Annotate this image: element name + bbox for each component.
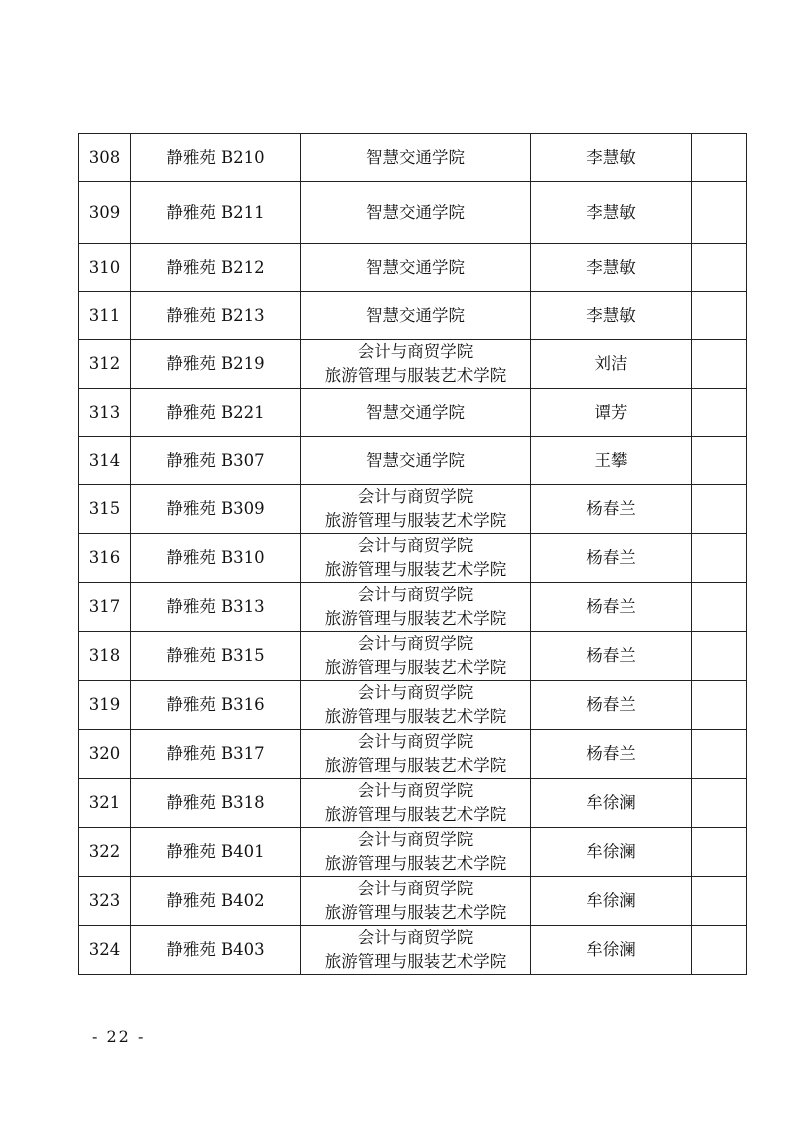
note-cell xyxy=(692,389,747,437)
college-name: 会计与商贸学院 xyxy=(357,683,474,702)
college-cell xyxy=(301,828,531,877)
note-cell xyxy=(692,779,747,828)
row-number-cell: 320 xyxy=(79,730,131,779)
college-name: 智慧交通学院 xyxy=(366,450,465,470)
row-number-cell: 312 xyxy=(79,340,131,389)
row-number-cell: 310 xyxy=(79,244,131,292)
page-number: - 22 - xyxy=(92,1027,146,1046)
table-row xyxy=(79,779,747,828)
row-number-cell: 324 xyxy=(79,926,131,975)
room-cell: 静雅苑 B313 xyxy=(131,583,301,632)
note-cell xyxy=(692,340,747,389)
row-number-cell: 319 xyxy=(79,681,131,730)
college-name: 会计与商贸学院 xyxy=(357,342,474,361)
room-cell: 静雅苑 B317 xyxy=(131,730,301,779)
room-cell: 静雅苑 B212 xyxy=(131,244,301,292)
college-cell xyxy=(301,134,531,182)
college-name: 旅游管理与服装艺术学院 xyxy=(324,511,507,530)
note-cell xyxy=(692,244,747,292)
room-cell: 静雅苑 B211 xyxy=(131,182,301,244)
note-cell xyxy=(692,182,747,244)
room-cell: 静雅苑 B401 xyxy=(131,828,301,877)
college-cell xyxy=(301,877,531,926)
college-cell xyxy=(301,244,531,292)
room-cell: 静雅苑 B310 xyxy=(131,534,301,583)
college-name: 会计与商贸学院 xyxy=(357,536,474,555)
note-cell xyxy=(692,681,747,730)
college-cell xyxy=(301,182,531,244)
note-cell xyxy=(692,437,747,485)
person-cell: 杨春兰 xyxy=(531,583,692,632)
college-name: 会计与商贸学院 xyxy=(357,928,474,947)
college-name: 旅游管理与服装艺术学院 xyxy=(324,658,507,677)
college-name: 智慧交通学院 xyxy=(366,305,465,325)
room-cell: 静雅苑 B315 xyxy=(131,632,301,681)
person-cell: 刘洁 xyxy=(531,340,692,389)
college-name: 会计与商贸学院 xyxy=(357,830,474,849)
college-name: 智慧交通学院 xyxy=(366,257,465,277)
person-cell: 谭芳 xyxy=(531,389,692,437)
college-name: 旅游管理与服装艺术学院 xyxy=(324,805,507,824)
room-cell: 静雅苑 B213 xyxy=(131,292,301,340)
table-row xyxy=(79,632,747,681)
note-cell xyxy=(692,828,747,877)
room-cell: 静雅苑 B318 xyxy=(131,779,301,828)
college-cell xyxy=(301,534,531,583)
person-cell: 王攀 xyxy=(531,437,692,485)
college-cell xyxy=(301,292,531,340)
person-cell: 李慧敏 xyxy=(531,244,692,292)
row-number-cell: 313 xyxy=(79,389,131,437)
college-name: 智慧交通学院 xyxy=(366,402,465,422)
note-cell xyxy=(692,134,747,182)
college-name: 会计与商贸学院 xyxy=(357,585,474,604)
table-row xyxy=(79,389,747,437)
college-cell xyxy=(301,779,531,828)
college-name: 旅游管理与服装艺术学院 xyxy=(324,366,507,385)
person-cell: 杨春兰 xyxy=(531,632,692,681)
row-number-cell: 322 xyxy=(79,828,131,877)
college-cell xyxy=(301,583,531,632)
college-name: 旅游管理与服装艺术学院 xyxy=(324,609,507,628)
table-row xyxy=(79,926,747,975)
room-cell: 静雅苑 B221 xyxy=(131,389,301,437)
row-number-cell: 323 xyxy=(79,877,131,926)
note-cell xyxy=(692,534,747,583)
note-cell xyxy=(692,730,747,779)
table-row xyxy=(79,828,747,877)
room-cell: 静雅苑 B316 xyxy=(131,681,301,730)
college-name: 旅游管理与服装艺术学院 xyxy=(324,854,507,873)
college-name: 旅游管理与服装艺术学院 xyxy=(324,756,507,775)
college-name: 会计与商贸学院 xyxy=(357,732,474,751)
person-cell: 杨春兰 xyxy=(531,730,692,779)
person-cell: 牟徐澜 xyxy=(531,779,692,828)
room-cell: 静雅苑 B210 xyxy=(131,134,301,182)
college-name: 会计与商贸学院 xyxy=(357,634,474,653)
college-name: 旅游管理与服装艺术学院 xyxy=(324,560,507,579)
college-cell xyxy=(301,485,531,534)
table-row xyxy=(79,730,747,779)
person-cell: 牟徐澜 xyxy=(531,828,692,877)
person-cell: 杨春兰 xyxy=(531,485,692,534)
note-cell xyxy=(692,292,747,340)
person-cell: 牟徐澜 xyxy=(531,877,692,926)
table-row xyxy=(79,681,747,730)
room-cell: 静雅苑 B403 xyxy=(131,926,301,975)
person-cell: 杨春兰 xyxy=(531,681,692,730)
note-cell xyxy=(692,485,747,534)
college-name: 会计与商贸学院 xyxy=(357,879,474,898)
table-row xyxy=(79,485,747,534)
table-row xyxy=(79,437,747,485)
row-number-cell: 321 xyxy=(79,779,131,828)
table-row xyxy=(79,534,747,583)
row-number-cell: 318 xyxy=(79,632,131,681)
college-cell xyxy=(301,437,531,485)
room-cell: 静雅苑 B402 xyxy=(131,877,301,926)
note-cell xyxy=(692,877,747,926)
note-cell xyxy=(692,632,747,681)
room-cell: 静雅苑 B307 xyxy=(131,437,301,485)
college-name: 会计与商贸学院 xyxy=(357,781,474,800)
college-cell xyxy=(301,632,531,681)
college-cell xyxy=(301,340,531,389)
person-cell: 杨春兰 xyxy=(531,534,692,583)
college-name: 旅游管理与服装艺术学院 xyxy=(324,903,507,922)
college-name: 会计与商贸学院 xyxy=(357,487,474,506)
college-cell xyxy=(301,681,531,730)
college-cell xyxy=(301,389,531,437)
table-row xyxy=(79,340,747,389)
note-cell xyxy=(692,926,747,975)
person-cell: 李慧敏 xyxy=(531,182,692,244)
college-cell xyxy=(301,926,531,975)
row-number-cell: 309 xyxy=(79,182,131,244)
college-name: 旅游管理与服装艺术学院 xyxy=(324,707,507,726)
dormitory-table xyxy=(78,133,747,975)
college-name: 旅游管理与服装艺术学院 xyxy=(324,952,507,971)
table-body xyxy=(79,134,747,975)
note-cell xyxy=(692,583,747,632)
table-row xyxy=(79,134,747,182)
row-number-cell: 316 xyxy=(79,534,131,583)
table-row xyxy=(79,583,747,632)
row-number-cell: 317 xyxy=(79,583,131,632)
person-cell: 李慧敏 xyxy=(531,292,692,340)
room-cell: 静雅苑 B219 xyxy=(131,340,301,389)
table-row xyxy=(79,292,747,340)
person-cell: 李慧敏 xyxy=(531,134,692,182)
table-row xyxy=(79,182,747,244)
college-cell xyxy=(301,730,531,779)
row-number-cell: 311 xyxy=(79,292,131,340)
person-cell: 牟徐澜 xyxy=(531,926,692,975)
college-name: 智慧交通学院 xyxy=(366,202,465,222)
table-row xyxy=(79,244,747,292)
row-number-cell: 314 xyxy=(79,437,131,485)
college-name: 智慧交通学院 xyxy=(366,147,465,167)
table-row xyxy=(79,877,747,926)
room-cell: 静雅苑 B309 xyxy=(131,485,301,534)
row-number-cell: 308 xyxy=(79,134,131,182)
row-number-cell: 315 xyxy=(79,485,131,534)
